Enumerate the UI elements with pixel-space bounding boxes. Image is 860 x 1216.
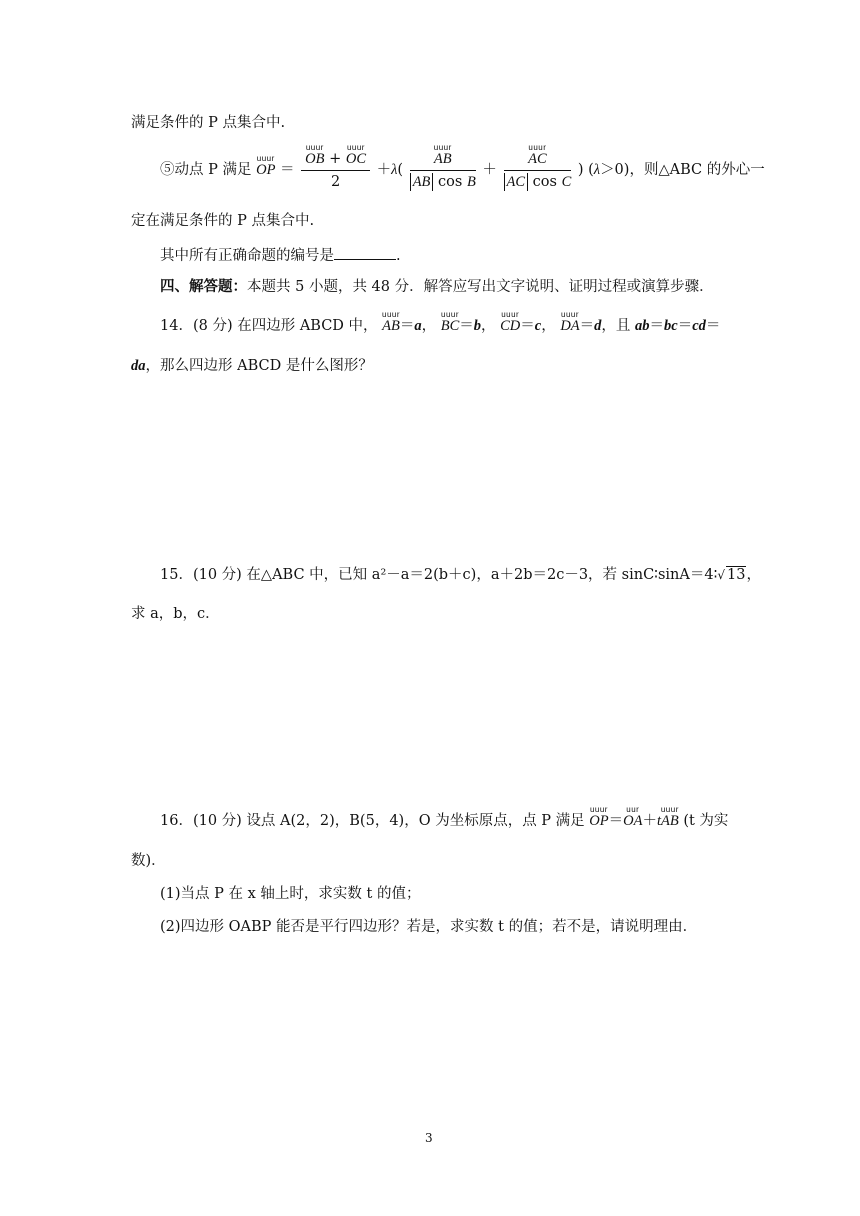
question-14: 14．(8 分) 在四边形 ABCD 中， uuur AB＝a， uuur BC＝b， uuur CD＝c， uuur DA＝d，且 ab＝bc＝cd＝ <box>160 310 721 334</box>
formula-line: ⑤动点 P 满足 uuur OP ＝ uuur OB + uuur OC 2 ＋λ( uuur AB AB cos B ＋ uuur AC AC cos C ) (λ＞0)，则△ABC 的外心一 <box>160 140 765 200</box>
text-line: 其中所有正确命题的编号是 . <box>160 245 401 266</box>
question-15: 15．(10 分) 在△ABC 中，已知 a²－a＝2(b＋c)，a＋2b＝2c－3，若 sinC∶sinA＝4∶√ 13， <box>160 567 761 583</box>
vector-OP: uuur OP <box>256 154 276 178</box>
fraction: uuur AB AB cos B <box>410 149 476 192</box>
question-16-part2: (2)四边形 OABP 能否是平行四边形？若是，求实数 t 的值；若不是，请说明理由． <box>160 919 698 935</box>
question-16-cont: 数)． <box>131 853 166 869</box>
section-heading: 四、解答题：本题共 5 小题，共 48 分．解答应写出文字说明、证明过程或演算步骤． <box>160 278 714 295</box>
question-16: 16．(10 分) 设点 A(2，2)，B(5，4)，O 为坐标原点，点 P 满足 uuur OP＝ uur OA＋t uuur AB (t 为实 <box>160 805 729 829</box>
answer-blank <box>334 245 396 260</box>
text-line: 定在满足条件的 P 点集合中. <box>131 213 315 229</box>
text-line: 满足条件的 P 点集合中. <box>131 115 286 131</box>
page-number: 3 <box>425 1131 433 1145</box>
question-15-cont: 求 a，b，c． <box>131 606 220 622</box>
text-segment: ，则△ABC 的外心一 <box>629 162 765 178</box>
question-16-part1: (1)当点 P 在 x 轴上时，求实数 t 的值； <box>160 886 421 902</box>
fraction: uuur AC AC cos C <box>504 149 572 192</box>
fraction: uuur OB + uuur OC 2 <box>301 149 370 192</box>
question-14-cont: da，那么四边形 ABCD 是什么图形？ <box>131 358 373 374</box>
text-segment: ⑤动点 P 满足 <box>160 162 252 178</box>
